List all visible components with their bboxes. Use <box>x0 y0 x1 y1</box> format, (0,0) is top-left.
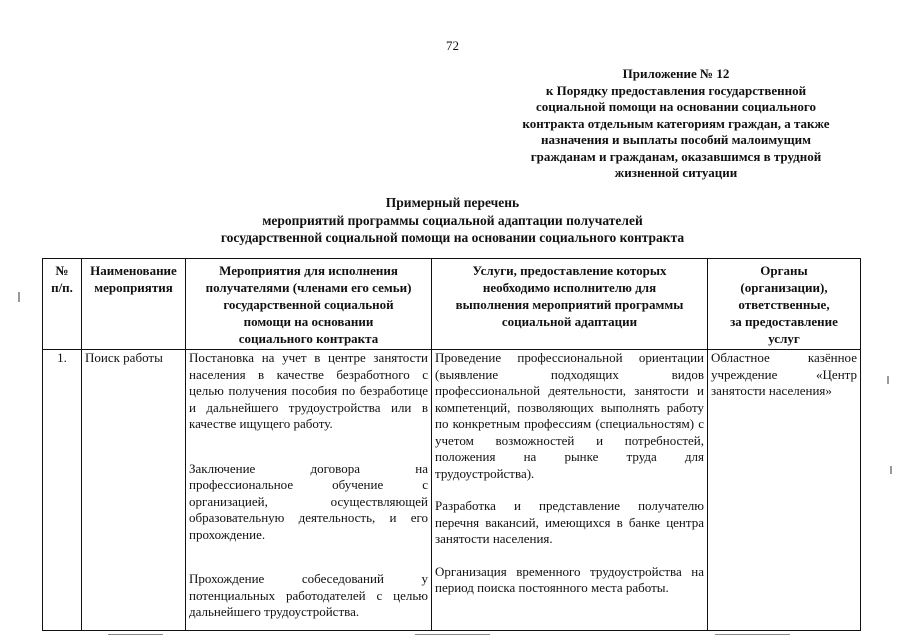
appendix-line: к Порядку предоставления государственной <box>545 82 807 98</box>
header-line: государственной социальной <box>223 297 394 312</box>
page-number: 72 <box>446 38 459 53</box>
appendix-line: назначения и выплаты пособий малоимущим <box>540 132 812 147</box>
header-line: мероприятия <box>94 280 173 295</box>
service-paragraph: Организация временного трудоустройства на период поиска постоянного места работы. <box>435 563 704 595</box>
header-bodies <box>708 259 861 350</box>
appendix-line: гражданам и гражданам, оказавшимся в трудной <box>530 148 822 164</box>
row-name: Поиск работы <box>82 350 186 631</box>
header-line: выполнения мероприятий программы <box>455 297 684 312</box>
row-number: 1. <box>43 350 82 631</box>
scan-mark <box>890 466 892 474</box>
row-services <box>432 350 708 631</box>
header-activities <box>186 259 432 350</box>
header-line: социального контракта <box>238 331 379 346</box>
header-line: услуг <box>768 331 800 346</box>
header-number <box>43 259 82 350</box>
header-line: п/п. <box>51 280 73 295</box>
title-line: Примерный перечень <box>385 195 520 210</box>
header-line: Услуги, предоставление которых <box>472 263 667 278</box>
header-line: получателями (членами его семьи) <box>205 280 412 295</box>
table-header-row <box>43 259 861 350</box>
table-row <box>43 350 861 631</box>
title-line: мероприятий программы социальной адаптации получателей <box>262 212 643 228</box>
header-line: Наименование <box>90 263 177 278</box>
row-activities <box>186 350 432 631</box>
document-title <box>120 194 785 247</box>
scan-mark <box>108 634 163 635</box>
appendix-line: контракта отдельным категориям граждан, а также <box>522 115 830 131</box>
header-line: за предоставление <box>730 314 838 329</box>
appendix-line: жизненной ситуации <box>614 165 738 180</box>
header-line: (организации), <box>740 280 828 295</box>
scan-mark <box>715 634 790 635</box>
header-line: Органы <box>760 263 808 278</box>
title-line: государственной социальной помощи на основании социального контракта <box>220 230 685 245</box>
service-paragraph: Проведение профессиональной ориентации (выявление подходящих видов профессиональной деятельности, занятости и компетенций, позволяющих выполнять работу по конкретным профессиям (специальностям) с учетом возможностей и потребностей, положения на рынке труда для трудоустройства). <box>435 350 704 481</box>
header-line: необходимо исполнителю для <box>482 280 657 295</box>
header-line: помощи на основании <box>243 314 374 329</box>
scan-mark <box>887 376 889 384</box>
header-services <box>432 259 708 350</box>
header-line: ответственные, <box>738 297 830 312</box>
activities-table <box>42 258 861 631</box>
header-line: социальной адаптации <box>501 314 638 329</box>
service-paragraph: Разработка и представление получателю перечня вакансий, имеющихся в банке центра занятости населения. <box>435 498 704 546</box>
appendix-header <box>498 66 854 182</box>
appendix-line: социальной помощи на основании социального <box>536 99 816 114</box>
row-responsible-bodies <box>708 350 861 631</box>
activity-paragraph: Заключение договора на профессиональное обучение с организацией, осуществляющей образовательную деятельность, и его прохождение. <box>189 460 428 542</box>
header-name <box>82 259 186 350</box>
scan-mark <box>415 634 490 635</box>
bodies-paragraph: Областное казённое учреждение «Центр занятости населения» <box>711 350 857 398</box>
activity-paragraph: Постановка на учет в центре занятости населения в качестве безработного с целью получения пособия по безработице и дальнейшего трудоустройства или в качестве ищущего работу. <box>189 350 428 431</box>
scan-mark <box>18 292 20 302</box>
header-line: Мероприятия для исполнения <box>219 263 398 278</box>
appendix-line: Приложение № 12 <box>622 66 730 81</box>
header-line: № <box>55 263 69 278</box>
activity-paragraph: Прохождение собеседований у потенциальных работодателей с целью дальнейшего трудоустройства. <box>189 571 428 619</box>
